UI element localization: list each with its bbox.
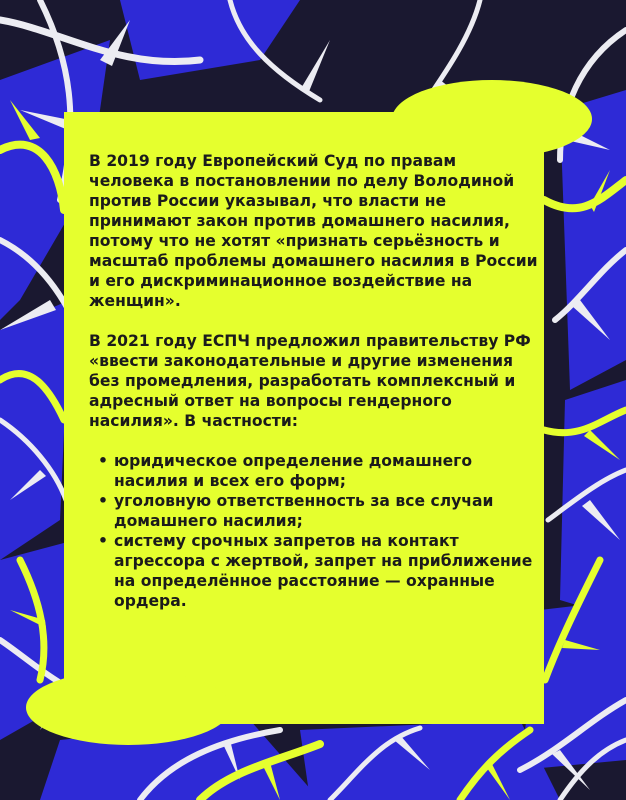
list-item: • систему срочных запретов на контакт агрессора с жертвой, запрет на приближение на определённое расстояние — охранные ордера. [89,531,539,611]
recommendation-list [89,451,539,611]
decorative-blob-bottom [26,670,231,745]
list-item: • уголовную ответственность за все случаи домашнего насилия; [89,491,539,531]
article-text [89,151,539,611]
list-item: • юридическое определение домашнего насилия и всех его форм; [89,451,539,491]
paragraph-echr-2019: В 2019 году Европейский Суд по правам человека в постановлении по делу Володиной против России указывал, что власти не принимают закон против домашнего насилия, потому что не хотят «признать серьёзность и масштаб проблемы домашнего насилия в России и его дискриминационное воздействие на женщин». [89,152,538,310]
paragraph-echr-2021: В 2021 году ЕСПЧ предложил правительству РФ «ввести законодательные и другие изменения без промедления, разработать комплексный и адресный ответ на вопросы гендерного насилия». В частности: [89,332,531,430]
